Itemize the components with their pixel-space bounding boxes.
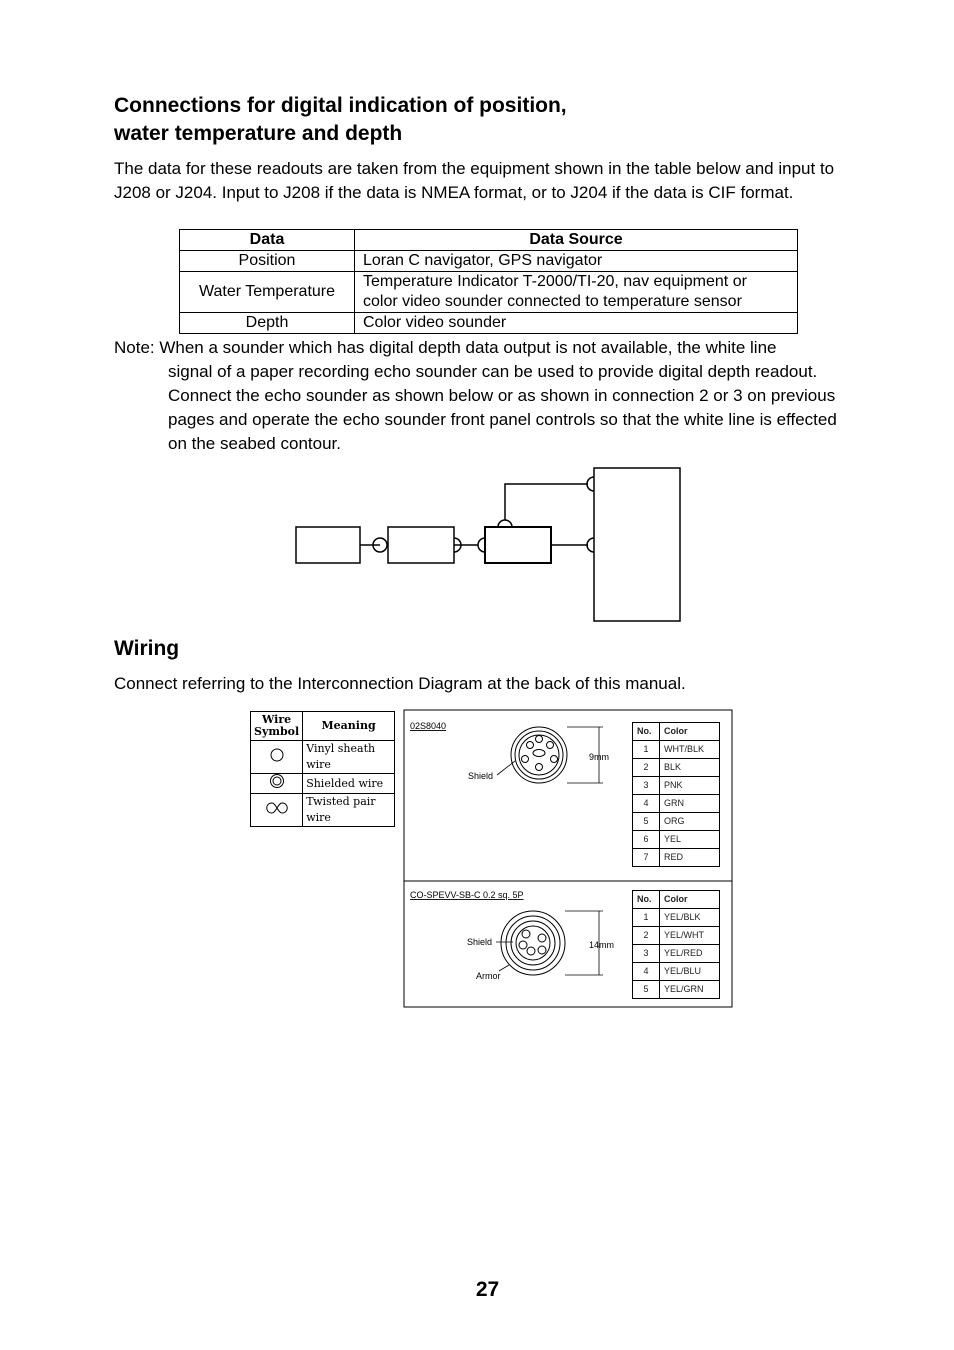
color-header-row bbox=[633, 891, 720, 909]
header-meaning: Meaning bbox=[303, 712, 395, 741]
pin-color: GRN bbox=[660, 795, 720, 813]
cable2-connector-icon bbox=[501, 911, 565, 975]
cable1-shield-label: Shield bbox=[468, 771, 494, 781]
cable2-name: CO-SPEVV-SB-C 0.2 sq. 5P bbox=[410, 890, 524, 900]
table-row bbox=[633, 777, 720, 795]
note-first-line: Note: When a sounder which has digital depth data output is not available, the white line bbox=[114, 338, 777, 357]
cable2-color-table bbox=[632, 890, 720, 999]
note-paragraph bbox=[114, 336, 854, 456]
header-wire-symbol-line2: Symbol bbox=[254, 725, 300, 738]
header-wire-symbol bbox=[251, 712, 303, 741]
twisted-pair-icon bbox=[251, 794, 303, 827]
header-no: No. bbox=[633, 891, 660, 909]
wire-header-row bbox=[251, 712, 395, 741]
cell-data: Depth bbox=[180, 313, 355, 334]
page-number: 27 bbox=[475, 1278, 500, 1301]
pin-no: 4 bbox=[633, 963, 660, 981]
header-wire-symbol-line1: Wire bbox=[262, 713, 292, 726]
block-main-unit bbox=[594, 468, 680, 621]
block-2 bbox=[388, 527, 454, 563]
table-row bbox=[251, 741, 395, 774]
table-row bbox=[633, 963, 720, 981]
heading-line-1: Connections for digital indication of position, bbox=[114, 94, 567, 117]
table-row bbox=[180, 272, 798, 313]
cell-source bbox=[355, 272, 798, 313]
pin-no: 2 bbox=[633, 759, 660, 777]
table-row bbox=[633, 831, 720, 849]
section-heading-connections bbox=[114, 92, 567, 148]
pin-color: ORG bbox=[660, 813, 720, 831]
wiring-intro: Connect referring to the Interconnection Diagram at the back of this manual. bbox=[114, 674, 686, 693]
pin-color: YEL/RED bbox=[660, 945, 720, 963]
table-row bbox=[251, 794, 395, 827]
cable2-shield-label: Shield bbox=[467, 937, 493, 947]
block-3 bbox=[485, 527, 551, 563]
block-1 bbox=[296, 527, 360, 563]
meaning-cell: Vinyl sheath wire bbox=[303, 741, 395, 774]
pin-color: BLK bbox=[660, 759, 720, 777]
cable2-armor-label: Armor bbox=[476, 971, 501, 981]
header-color: Color bbox=[660, 723, 720, 741]
section-heading-wiring: Wiring bbox=[114, 637, 180, 660]
table-row bbox=[251, 774, 395, 794]
table-row bbox=[633, 927, 720, 945]
cell-data: Position bbox=[180, 251, 355, 272]
pin-no: 7 bbox=[633, 849, 660, 867]
table-row bbox=[633, 909, 720, 927]
table-row bbox=[180, 251, 798, 272]
pin-no: 1 bbox=[633, 909, 660, 927]
cell-source-line-1: Temperature Indicator T-2000/TI-20, nav equipment or bbox=[363, 273, 747, 290]
pin-no: 1 bbox=[633, 741, 660, 759]
pin-color: YEL/BLU bbox=[660, 963, 720, 981]
pin-no: 2 bbox=[633, 927, 660, 945]
cell-source-line-2: color video sounder connected to temperature sensor bbox=[363, 293, 742, 310]
meaning-cell: Twisted pair wire bbox=[303, 794, 395, 827]
cable2-dimension: 14mm bbox=[589, 940, 615, 950]
pin-color: YEL/WHT bbox=[660, 927, 720, 945]
cable1-color-table bbox=[632, 722, 720, 867]
table-row bbox=[633, 849, 720, 867]
pin-no: 3 bbox=[633, 945, 660, 963]
pin-color: PNK bbox=[660, 777, 720, 795]
header-data-source: Data Source bbox=[355, 230, 798, 251]
table-row bbox=[633, 945, 720, 963]
cell-source: Loran C navigator, GPS navigator bbox=[355, 251, 798, 272]
table-row bbox=[633, 981, 720, 999]
table-row bbox=[633, 741, 720, 759]
header-no: No. bbox=[633, 723, 660, 741]
connection-diagram bbox=[280, 460, 700, 630]
table-row bbox=[633, 795, 720, 813]
table-header-row bbox=[180, 230, 798, 251]
header-data: Data bbox=[180, 230, 355, 251]
header-color: Color bbox=[660, 891, 720, 909]
pin-color: RED bbox=[660, 849, 720, 867]
cell-source: Color video sounder bbox=[355, 313, 798, 334]
wire-symbol-table bbox=[250, 711, 395, 827]
intro-paragraph: The data for these readouts are taken from the equipment shown in the table below and input to J208 or J204. Input to J208 if the data is NMEA format, or to J204 if the data is CIF format. bbox=[114, 159, 835, 202]
pin-no: 3 bbox=[633, 777, 660, 795]
cable1-dimension: 9mm bbox=[589, 752, 609, 762]
pin-no: 6 bbox=[633, 831, 660, 849]
cable1-connector-icon bbox=[511, 727, 567, 783]
pin-no: 4 bbox=[633, 795, 660, 813]
meaning-cell: Shielded wire bbox=[303, 774, 395, 794]
pin-color: YEL bbox=[660, 831, 720, 849]
color-header-row bbox=[633, 723, 720, 741]
pin-color: WHT/BLK bbox=[660, 741, 720, 759]
cable1-name: 02S8040 bbox=[410, 721, 447, 731]
pin-color: YEL/GRN bbox=[660, 981, 720, 999]
table-row bbox=[180, 313, 798, 334]
data-source-table bbox=[179, 229, 798, 334]
vinyl-sheath-icon bbox=[251, 741, 303, 774]
heading-line-2: water temperature and depth bbox=[114, 122, 403, 145]
pin-no: 5 bbox=[633, 981, 660, 999]
pin-no: 5 bbox=[633, 813, 660, 831]
table-row bbox=[633, 759, 720, 777]
shielded-wire-icon bbox=[251, 774, 303, 794]
note-rest: signal of a paper recording echo sounder can be used to provide digital depth readout. Connect the echo sounder as shown below or as shown in connection 2 or 3 on previous pages and operate the echo sounder front panel controls so that the white line is effected on the seabed contour. bbox=[168, 362, 837, 453]
table-row bbox=[633, 813, 720, 831]
cell-data: Water Temperature bbox=[180, 272, 355, 313]
pin-color: YEL/BLK bbox=[660, 909, 720, 927]
